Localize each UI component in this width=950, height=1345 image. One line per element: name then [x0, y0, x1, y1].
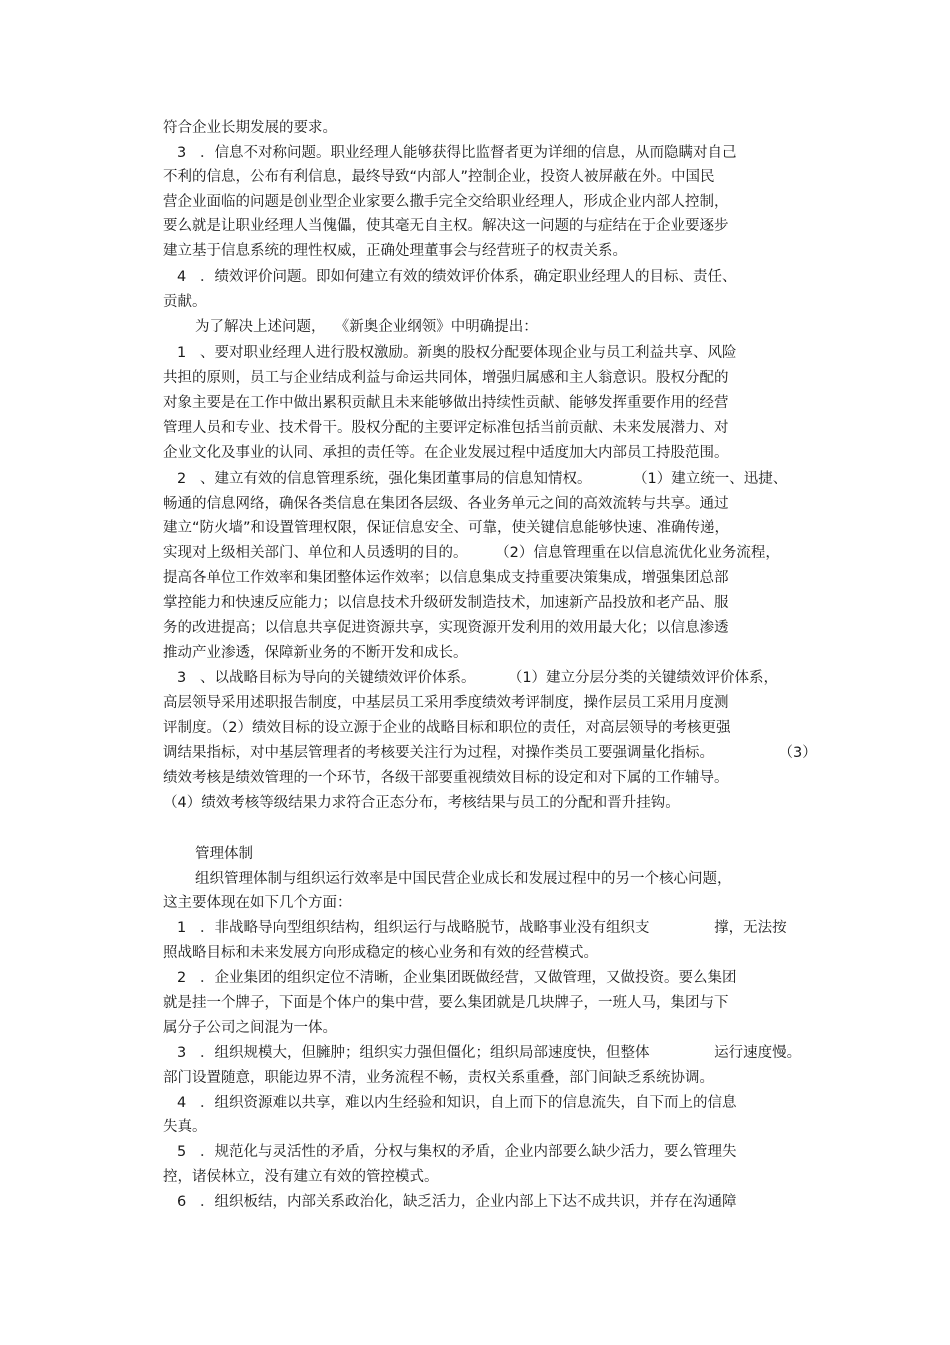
text-line: （4）绩效考核等级结果力求符合正态分布，考核结果与员工的分配和晋升挂钩。	[163, 795, 680, 811]
text-line: 为了解决上述问题， 《新奥企业纲领》中明确提出：	[195, 319, 538, 335]
text-line: 部门设置随意，职能边界不清，业务流程不畅，责权关系重叠，部门间缺乏系统协调。	[163, 1070, 714, 1086]
text-line: 组织管理体制与组织运行效率是中国民营企业成长和发展过程中的另一个核心问题，	[195, 871, 732, 887]
text-line: 属分子公司之间混为一体。	[163, 1020, 337, 1036]
text-line: 照战略目标和未来发展方向形成稳定的核心业务和有效的经营模式。	[163, 945, 598, 961]
text-line: 高层领导采用述职报告制度，中基层员工采用季度绩效考评制度，操作层员工采用月度测	[163, 695, 729, 711]
text-line: 2 ．企业集团的组织定位不清晰，企业集团既做经营，又做管理，又做投资。要么集团	[177, 970, 737, 986]
text-line: 6 ．组织板结，内部关系政治化，缺乏活力，企业内部上下达不成共识，并存在沟通障	[177, 1194, 737, 1210]
text-line: 共担的原则，员工与企业结成利益与命运共同体，增强归属感和主人翁意识。股权分配的	[163, 370, 729, 386]
text-line: 绩效考核是绩效管理的一个环节，各级干部要重视绩效目标的设定和对下属的工作辅导。	[163, 770, 729, 786]
text-line: 3 ．信息不对称问题。职业经理人能够获得比监督者更为详细的信息，从而隐瞒对自己	[177, 145, 737, 161]
section-heading: 管理体制	[195, 846, 253, 862]
text-line: 提高各单位工作效率和集团整体运作效率；以信息集成支持重要决策集成，增强集团总部	[163, 570, 729, 586]
text-line: 1 ．非战略导向型组织结构，组织运行与战略脱节，战略事业没有组织支 撑，无法按	[177, 920, 787, 936]
text-line: 2 、建立有效的信息管理系统，强化集团董事局的信息知情权。 （1）建立统一、迅捷、	[177, 471, 788, 487]
text-line: 调结果指标，对中基层管理者的考核要关注行为过程，对操作类员工要强调量化指标。 （3）	[163, 745, 817, 761]
text-line: 5 ．规范化与灵活性的矛盾，分权与集权的矛盾，企业内部要么缺少活力，要么管理失	[177, 1144, 737, 1160]
text-line: 建立“防火墙”和设置管理权限，保证信息安全、可靠，使关键信息能够快速、准确传递，	[163, 520, 730, 536]
text-line: 营企业面临的问题是创业型企业家要么撒手完全交给职业经理人，形成企业内部人控制，	[163, 194, 729, 210]
text-line: 这主要体现在如下几个方面：	[163, 895, 352, 911]
text-line: 不利的信息，公布有利信息，最终导致“内部人”控制企业，投资人被屏蔽在外。中国民	[163, 169, 715, 185]
text-line: 评制度。（2）绩效目标的设立源于企业的战略目标和职位的责任，对高层领导的考核更强	[163, 720, 731, 736]
text-line: 失真。	[163, 1119, 207, 1135]
text-line: 掌控能力和快速反应能力；以信息技术升级研发制造技术，加速新产品投放和老产品、服	[163, 595, 729, 611]
text-line: 贡献。	[163, 294, 207, 310]
text-line: 建立基于信息系统的理性权威，正确处理董事会与经营班子的权责关系。	[163, 243, 627, 259]
text-line: 符合企业长期发展的要求。	[163, 120, 337, 136]
text-line: 务的改进提高；以信息共享促进资源共享，实现资源开发利用的效用最大化；以信息渗透	[163, 620, 729, 636]
text-line: 企业文化及事业的认同、承担的责任等。在企业发展过程中适度加大内部员工持股范围。	[163, 445, 729, 461]
text-line: 3 ．组织规模大，但臃肿；组织实力强但僵化；组织局部速度快，但整体 运行速度慢。	[177, 1045, 802, 1061]
text-line: 畅通的信息网络，确保各类信息在集团各层级、各业务单元之间的高效流转与共享。通过	[163, 496, 729, 512]
text-line: 1 、要对职业经理人进行股权激励。新奥的股权分配要体现企业与员工利益共享、风险	[177, 345, 737, 361]
text-line: 对象主要是在工作中做出累积贡献且未来能够做出持续性贡献、能够发挥重要作用的经营	[163, 395, 729, 411]
text-line: 4 ．绩效评价问题。即如何建立有效的绩效评价体系，确定职业经理人的目标、责任、	[177, 269, 737, 285]
text-line: 实现对上级相关部门、单位和人员透明的目的。 （2）信息管理重在以信息流优化业务流程，	[163, 545, 780, 561]
text-line: 就是挂一个牌子，下面是个体户的集中营，要么集团就是几块牌子，一班人马，集团与下	[163, 995, 729, 1011]
text-line: 推动产业渗透，保障新业务的不断开发和成长。	[163, 645, 468, 661]
text-line: 3 、以战略目标为导向的关键绩效评价体系。 （1）建立分层分类的关键绩效评价体系，	[177, 670, 779, 686]
text-line: 4 ．组织资源难以共享，难以内生经验和知识，自上而下的信息流失，自下而上的信息	[177, 1095, 737, 1111]
text-line: 控，诸侯林立，没有建立有效的管控模式。	[163, 1169, 439, 1185]
text-line: 要么就是让职业经理人当傀儡，使其毫无自主权。解决这一问题的与症结在于企业要逐步	[163, 218, 729, 234]
text-line: 管理人员和专业、技术骨干。股权分配的主要评定标准包括当前贡献、未来发展潜力、对	[163, 420, 729, 436]
